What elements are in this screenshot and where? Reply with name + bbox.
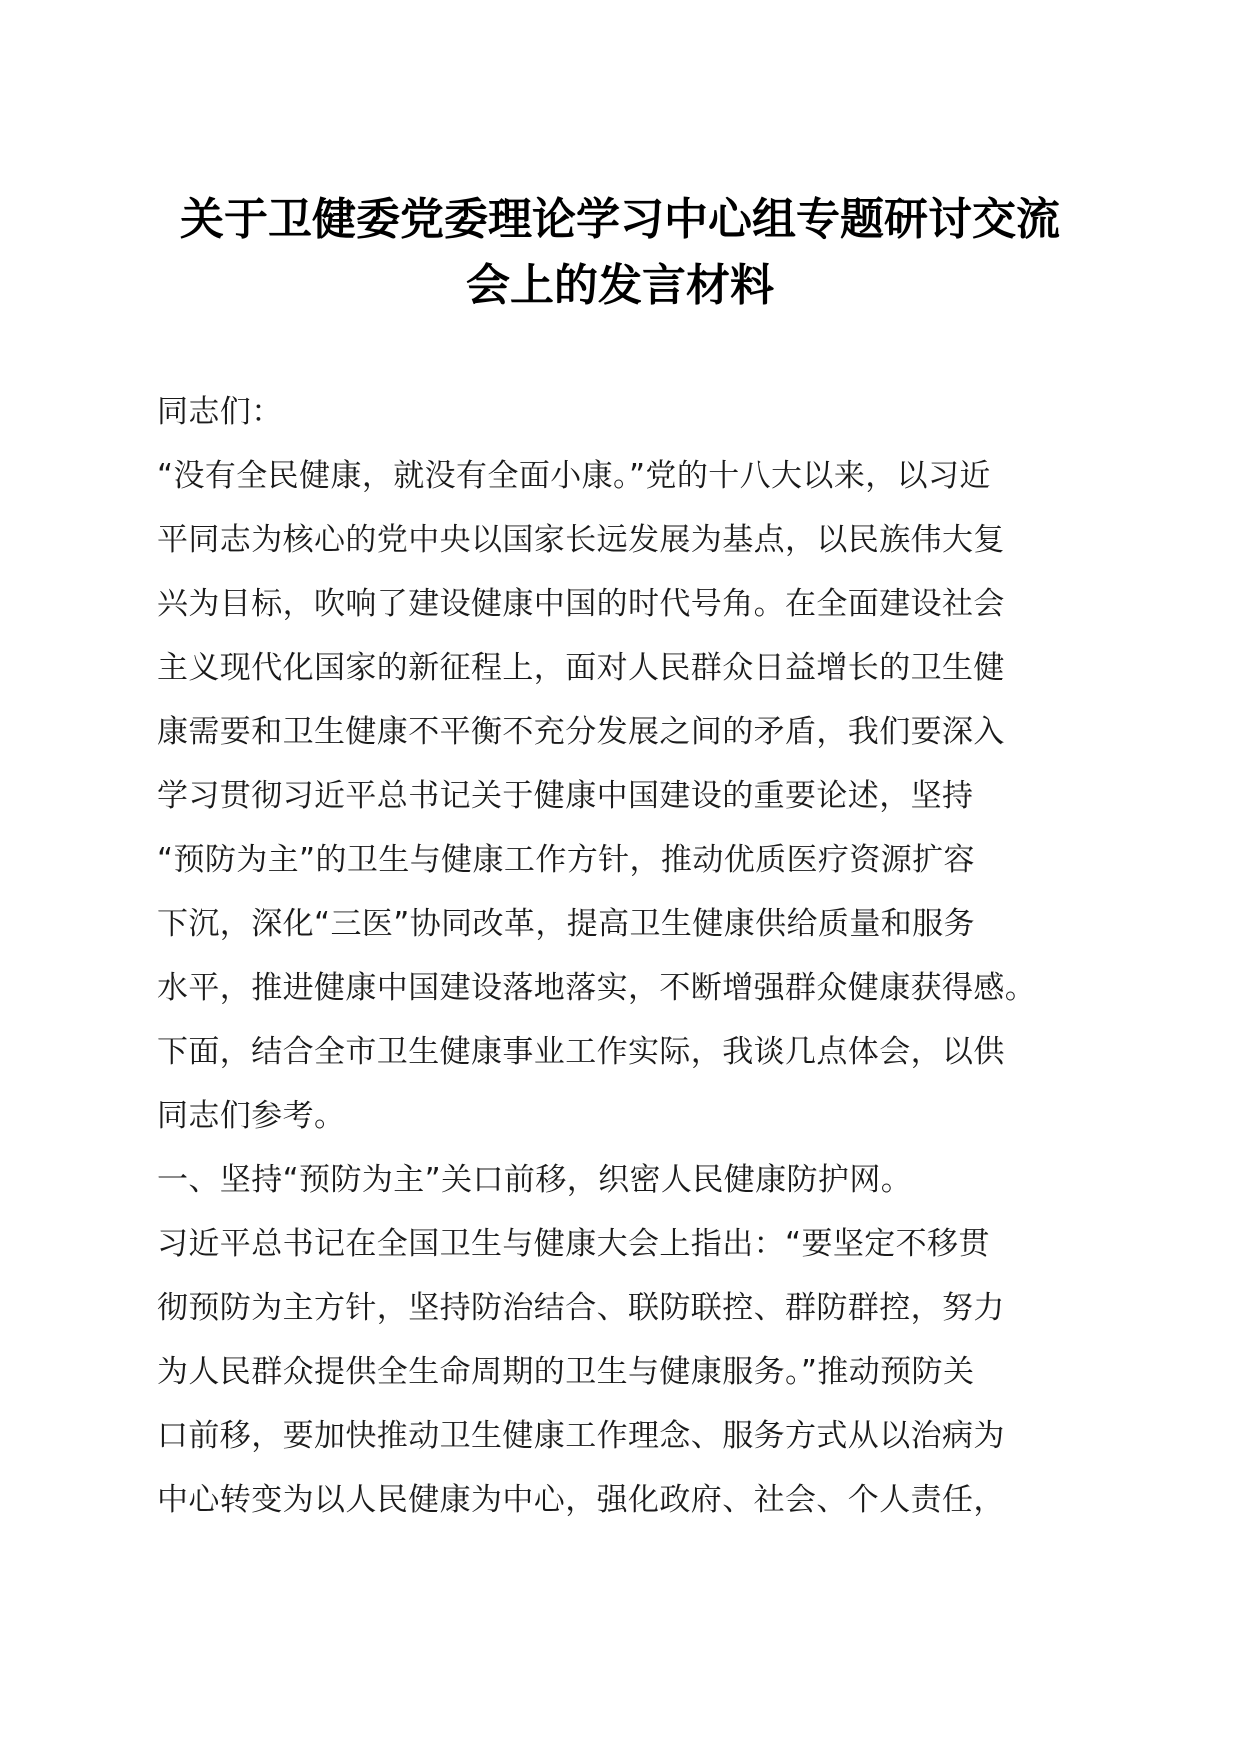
- body-line: 主义现代化国家的新征程上，面对人民群众日益增长的卫生健: [157, 650, 1005, 686]
- body-line: 平同志为核心的党中央以国家长远发展为基点，以民族伟大复: [157, 522, 1005, 558]
- salutation: 同志们：: [157, 394, 283, 430]
- document-title-line-1: 关于卫健委党委理论学习中心组专题研讨交流: [180, 194, 1060, 245]
- body-line: 同志们参考。: [157, 1098, 346, 1134]
- body-line: 学习贯彻习近平总书记关于健康中国建设的重要论述，坚持: [157, 778, 974, 814]
- body-line: 兴为目标，吹响了建设健康中国的时代号角。在全面建设社会: [157, 586, 1005, 622]
- body-line: 下面，结合全市卫生健康事业工作实际，我谈几点体会，以供: [157, 1034, 1005, 1070]
- body-line: 彻预防为主方针，坚持防治结合、联防联控、群防群控，努力: [157, 1290, 1005, 1326]
- body-line: 口前移，要加快推动卫生健康工作理念、服务方式从以治病为: [157, 1418, 1005, 1454]
- body-line: 水平，推进健康中国建设落地落实，不断增强群众健康获得感。: [157, 970, 1037, 1006]
- document-title-line-2: 会上的发言材料: [466, 260, 774, 311]
- body-line: 习近平总书记在全国卫生与健康大会上指出：“要坚定不移贯: [157, 1226, 990, 1262]
- body-line: 康需要和卫生健康不平衡不充分发展之间的矛盾，我们要深入: [157, 714, 1005, 750]
- body-line: 为人民群众提供全生命周期的卫生与健康服务。”推动预防关: [157, 1354, 975, 1390]
- section-heading: 一、坚持“预防为主”关口前移，织密人民健康防护网。: [157, 1162, 913, 1198]
- body-line: 中心转变为以人民健康为中心，强化政府、社会、个人责任，: [157, 1482, 1005, 1518]
- body-line: “没有全民健康，就没有全面小康。”党的十八大以来，以习近: [157, 458, 991, 494]
- body-line: “预防为主”的卫生与健康工作方针，推动优质医疗资源扩容: [157, 842, 975, 878]
- body-line: 下沉，深化“三医”协同改革，提高卫生健康供给质量和服务: [157, 906, 975, 942]
